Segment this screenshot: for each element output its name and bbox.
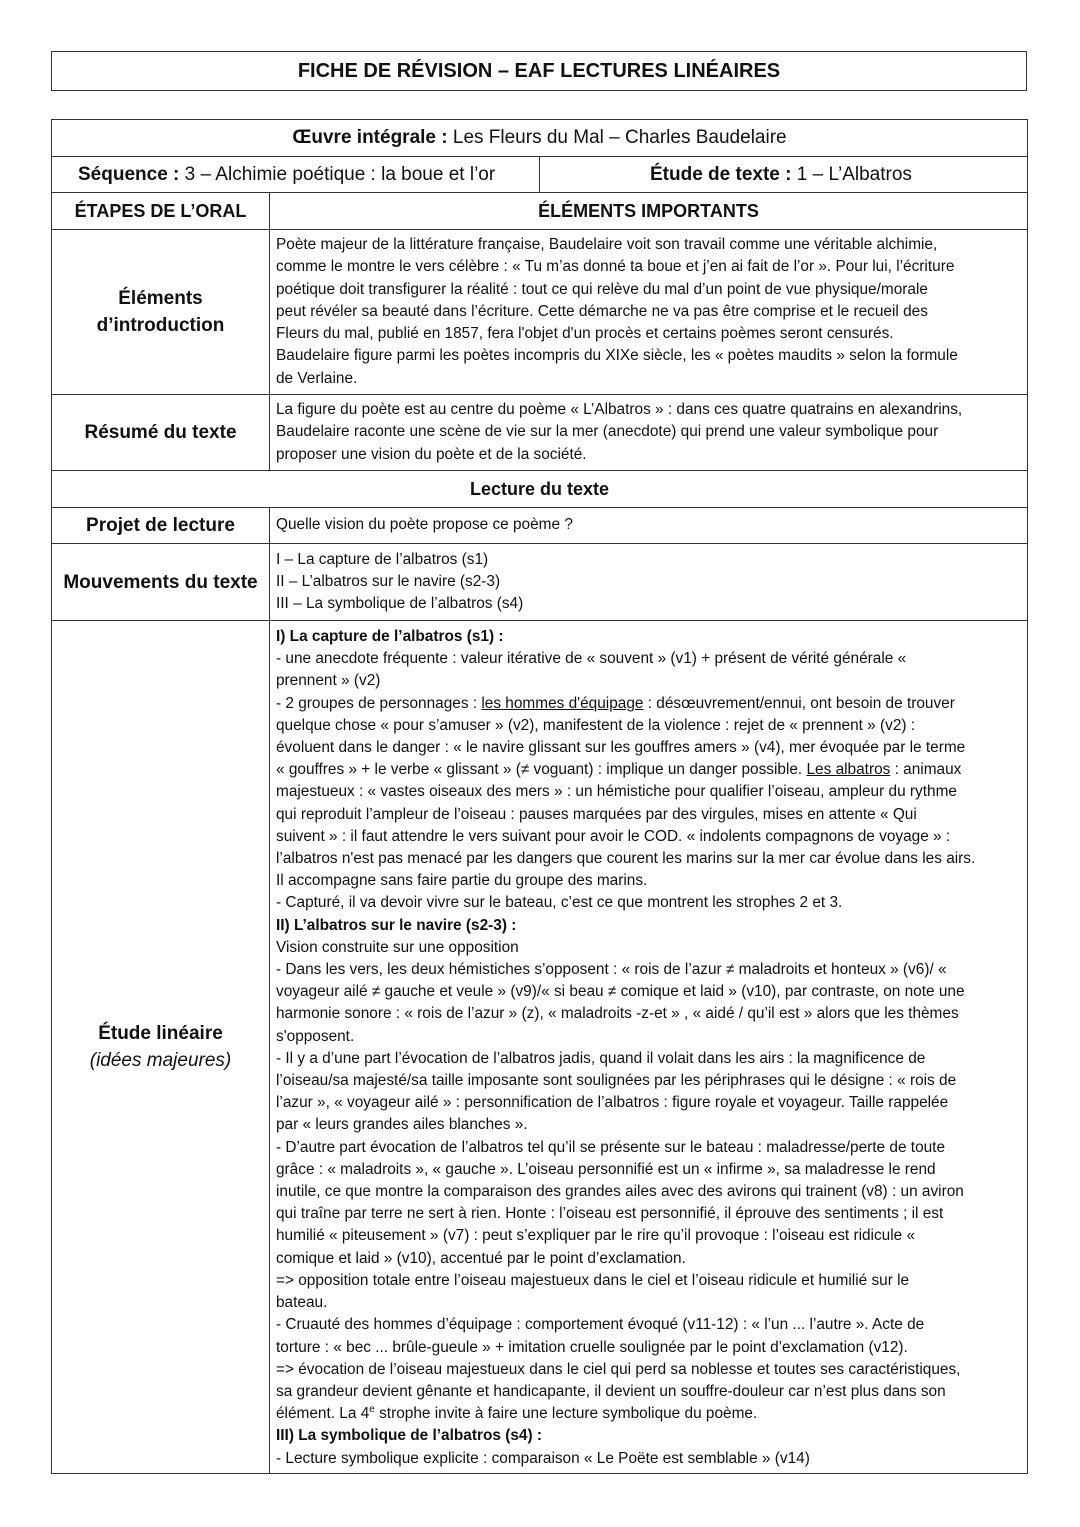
text-line: Fleurs du mal, publié en 1857, fera l'objet d'un procès et certains poèmes seront censurés. [276,325,894,343]
text-line: harmonie sonore : « rois de l’azur » (z), « maladroits -z-et » , « aidé / qu’il est » alors que les thèmes [276,1005,959,1023]
text-line: proposer une vision du poète et de la société. [276,445,587,463]
text-line: - une anecdote fréquente : valeur itérative de « souvent » (v1) + présent de vérité générale « [276,650,907,668]
text-line: qui traîne par terre ne sert à rien. Honte : l’oiseau est personnifié, il éprouve des sentiments ; il est [276,1205,944,1223]
introduction-label-line2: d’introduction [96,315,225,336]
sequence-label: Séquence : [78,163,180,185]
text-line: La figure du poète est au centre du poème « L’Albatros » : dans ces quatre quatrains en alexandrins, [276,401,963,419]
text-line [276,693,1021,715]
section-heading: I) La capture de l’albatros (s1) : [276,628,504,645]
lecture-header: Lecture du texte [52,471,1028,508]
text-line [276,759,1021,781]
section-heading: III) La symbolique de l’albatros (s4) : [276,1427,542,1445]
col-header-etapes: ÉTAPES DE L’ORAL [52,193,270,230]
text-line: voyageur ailé ≠ gauche et veule » (v9)/« si beau ≠ comique et laid » (v10), par contraste, on note une [276,983,965,1001]
text-line: par « leurs grandes ailes blanches ». [276,1116,528,1134]
underlined-term: Les albatros [806,761,891,779]
etude-label-sub: (idées majeures) [89,1049,232,1071]
text-line [276,1403,1021,1425]
text-span: strophe invite à faire une lecture symbolique du poème. [374,1405,758,1423]
text-line: l’albatros n'est pas menacé par les dangers que courent les marins sur la mer car évolue dans les airs. [276,850,976,868]
text-span: « gouffres » + le verbe « glissant » (≠ voguant) : implique un danger possible. [276,761,807,779]
mouvements-list [270,544,1028,621]
etude-texte-label: Étude de texte : [650,163,792,185]
page-title: FICHE DE RÉVISION – EAF LECTURES LINÉAIRES [51,51,1027,91]
etude-label-main: Étude linéaire [98,1022,223,1044]
text-line: Baudelaire raconte une scène de vie sur la mer (anecdote) qui prend une valeur symbolique pour [276,423,939,441]
text-line: inutile, ce que montre la comparaison des grandes ailes avec des avirons qui trainent (v8) : un aviron [276,1183,964,1201]
text-line: - D’autre part évocation de l’albatros tel qu’il se présente sur le bateau : maladresse/perte de toute [276,1138,946,1156]
text-span: : désœuvrement/ennui, ont besoin de trouver [643,694,955,712]
text-line: humilié « piteusement » (v7) : peut s’expliquer par le rire qu’il provoque : l’oiseau est ridicule « [276,1227,916,1245]
text-line: Poète majeur de la littérature française, Baudelaire voit son travail comme une véritable alchimie, [276,236,938,254]
text-line: majestueux : « vastes oiseaux des mers » : un hémistiche pour qualifier l’oiseau, ampleur du rythme [276,783,957,801]
projet-text: Quelle vision du poète propose ce poème ? [270,508,1028,544]
projet-label: Projet de lecture [52,508,270,544]
text-line: de Verlaine. [276,369,358,387]
section-heading: II) L’albatros sur le navire (s2-3) : [276,916,517,934]
text-line: - Cruauté des hommes d’équipage : comportement évoqué (v11-12) : « l’un ... l’autre ». Acte de [276,1316,925,1334]
text-line: sa grandeur devient gênante et handicapante, il devient un souffre-douleur car n’est plus dans son [276,1382,946,1400]
revision-table [51,119,1028,1474]
text-line: - Capturé, il va devoir vivre sur le bateau, c’est ce que montrent les strophes 2 et 3. [276,894,843,912]
introduction-text [270,230,1028,395]
text-span: : animaux [890,761,962,779]
text-line: => évocation de l’oiseau majestueux dans le ciel qui perd sa noblesse et toutes ses caractéristiques, [276,1360,961,1378]
text-line: - Il y a d’une part l’évocation de l’albatros jadis, quand il volait dans les airs : la magnificence de [276,1049,926,1067]
text-line: qui reproduit l’ampleur de l’oiseau : pauses marquées par des virgules, mises en attente « Qui [276,805,917,823]
text-line: l’oiseau/sa majesté/sa taille imposante sont soulignées par les périphrases qui le désigne : « rois de [276,1072,957,1090]
text-line: évoluent dans le danger : « le navire glissant sur les gouffres amers » (v4), mer évoquée par le terme [276,739,966,757]
resume-label: Résumé du texte [52,395,270,471]
text-line: Baudelaire figure parmi les poètes incompris du XIXe siècle, les « poètes maudits » selon la formule [276,347,958,365]
list-item: II – L’albatros sur le navire (s2-3) [276,572,501,590]
etude-label [52,621,270,1474]
oeuvre-label: Œuvre intégrale : [292,127,448,148]
text-span: - 2 groupes de personnages : [276,694,482,712]
underlined-term: les hommes d'équipage [481,694,644,712]
introduction-label-line1: Éléments [118,288,203,309]
text-line: prennent » (v2) [276,672,381,690]
text-line: comique et laid » (v10), accentué par le point d’exclamation. [276,1249,686,1267]
superscript: e [369,1403,375,1415]
oeuvre-value: Les Fleurs du Mal – Charles Baudelaire [447,127,787,148]
text-line: Il accompagne sans faire partie du groupe des marins. [276,872,648,890]
text-line: l’azur », « voyageur ailé » : personnification de l’albatros : figure royale et voyageur. Taille rappelée [276,1094,949,1112]
oeuvre-row [52,120,1028,157]
text-span: élément. La 4 [276,1405,370,1423]
text-line: poétique doit transfigurer la réalité : tout ce qui relève du mal d’un point de vue physique/morale [276,280,928,298]
text-line: - Lecture symbolique explicite : comparaison « Le Poëte est semblable » (v14) [276,1449,810,1467]
text-line: => opposition totale entre l’oiseau majestueux dans le ciel et l’oiseau ridicule et humilié sur le [276,1271,910,1289]
text-line: torture : « bec ... brûle-gueule » + imitation cruelle soulignée par le point d’exclamation (v12). [276,1338,908,1356]
list-item: III – La symbolique de l’albatros (s4) [276,595,524,613]
resume-text [270,395,1028,471]
text-line: comme le montre le vers célèbre : « Tu m’as donné ta boue et j’en ai fait de l’or ». Pour lui, l’écriture [276,258,955,276]
text-line: peut révéler sa beauté dans l’écriture. Cette démarche ne va pas être comprise et le recueil des [276,302,928,320]
sequence-value: 3 – Alchimie poétique : la boue et l’or [179,163,496,185]
text-line: grâce : « maladroits », « gauche ». L’oiseau personnifié est un « infirme », sa maladresse le rend [276,1160,936,1178]
text-line: quelque chose « pour s’amuser » (v2), manifestent de la violence : rejet de « prennent » (v2) : [276,716,916,734]
text-line: - Dans les vers, les deux hémistiches s’opposent : « rois de l’azur ≠ maladroits et honteux » (v6)/ « [276,961,947,979]
etude-texte-cell [540,157,1028,193]
text-line: bateau. [276,1294,328,1312]
etude-texte-value: 1 – L’Albatros [791,163,912,185]
mouvements-label: Mouvements du texte [52,544,270,621]
text-line: suivent » : il faut attendre le vers suivant pour avoir le COD. « indolents compagnons de voyage » : [276,827,951,845]
introduction-label [52,230,270,395]
etude-text [270,621,1028,1474]
text-line: Vision construite sur une opposition [276,938,519,956]
text-line: s'opposent. [276,1027,355,1045]
list-item: I – La capture de l’albatros (s1) [276,550,489,568]
col-header-elements: ÉLÉMENTS IMPORTANTS [270,193,1028,230]
sequence-cell [52,157,540,193]
